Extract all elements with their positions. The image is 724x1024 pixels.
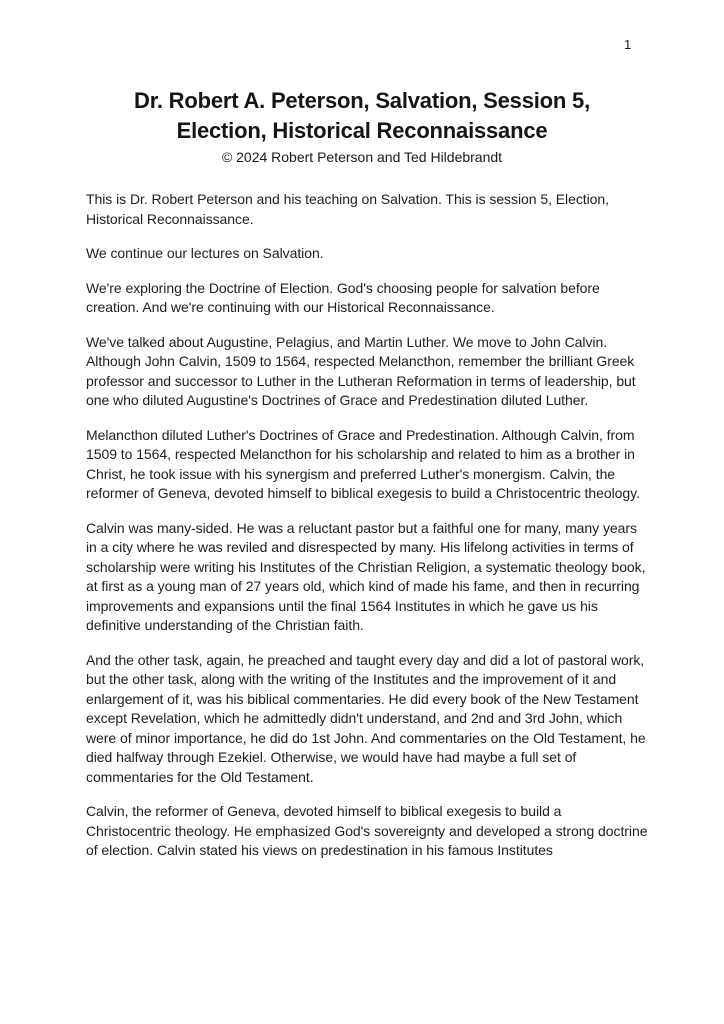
paragraph: We're exploring the Doctrine of Election. God's choosing people for salvation before creation. And we're continuing with our Historical Reconnaissance. [86, 279, 600, 315]
paragraph: Melancthon diluted Luther's Doctrines of Grace and Predestination. Although Calvin, from 1509 to 1564, respected Melancthon for his scholarship and related to him as a brother in Christ, he took issue with his synergism and preferred Luther's monergism. Calvin, the reformer of Geneva, devoted himself to biblical exegesis to build a Christocentric theology. [86, 426, 640, 501]
page-number: 1 [624, 37, 632, 52]
paragraph: Calvin, the reformer of Geneva, devoted himself to biblical exegesis to build a Christocentric theology. He emphasized God's sovereignty and developed a strong doctrine of election. Calvin stated his views on predestination in his famous Institutes [86, 803, 648, 858]
document-body [86, 190, 650, 861]
paragraph: And the other task, again, he preached and taught every day and did a lot of pastoral work, but the other task, along with the writing of the Institutes and the improvement of it and enlargement of it, was his biblical commentaries. He did every book of the New Testament except Revelation, which he admittedly didn't understand, and 2nd and 3rd John, which were of minor importance, he did do 1st John. And commentaries on the Old Testament, he died halfway through Ezekiel. Otherwise, we would have had maybe a full set of commentaries for the Old Testament. [86, 651, 646, 785]
document-title-line-2: Election, Historical Reconnaissance [176, 118, 548, 143]
copyright-line: © 2024 Robert Peterson and Ted Hildebrandt [221, 149, 503, 165]
paragraph: We've talked about Augustine, Pelagius, and Martin Luther. We move to John Calvin. Although John Calvin, 1509 to 1564, respected Melancthon, remember the brilliant Greek professor and successor to Luther in the Lutheran Reformation in terms of leadership, but one who diluted Augustine's Doctrines of Grace and Predestination diluted Luther. [86, 333, 636, 408]
paragraph: We continue our lectures on Salvation. [86, 245, 324, 261]
document-title-line-1: Dr. Robert A. Peterson, Salvation, Session 5, [134, 88, 590, 113]
paragraph: Calvin was many-sided. He was a reluctant pastor but a faithful one for many, many years in a city where he was reviled and disrespected by many. His lifelong activities in terms of scholarship were writing his Institutes of the Christian Religion, a systematic theology book, at first as a young man of 27 years old, which kind of made his fame, and then in recurring improvements and expansions until the final 1564 Institutes in which he gave us his definitive understanding of the Christian faith. [86, 519, 646, 633]
paragraph: This is Dr. Robert Peterson and his teaching on Salvation. This is session 5, Election, Historical Reconnaissance. [86, 191, 609, 227]
title-block [0, 0, 724, 167]
